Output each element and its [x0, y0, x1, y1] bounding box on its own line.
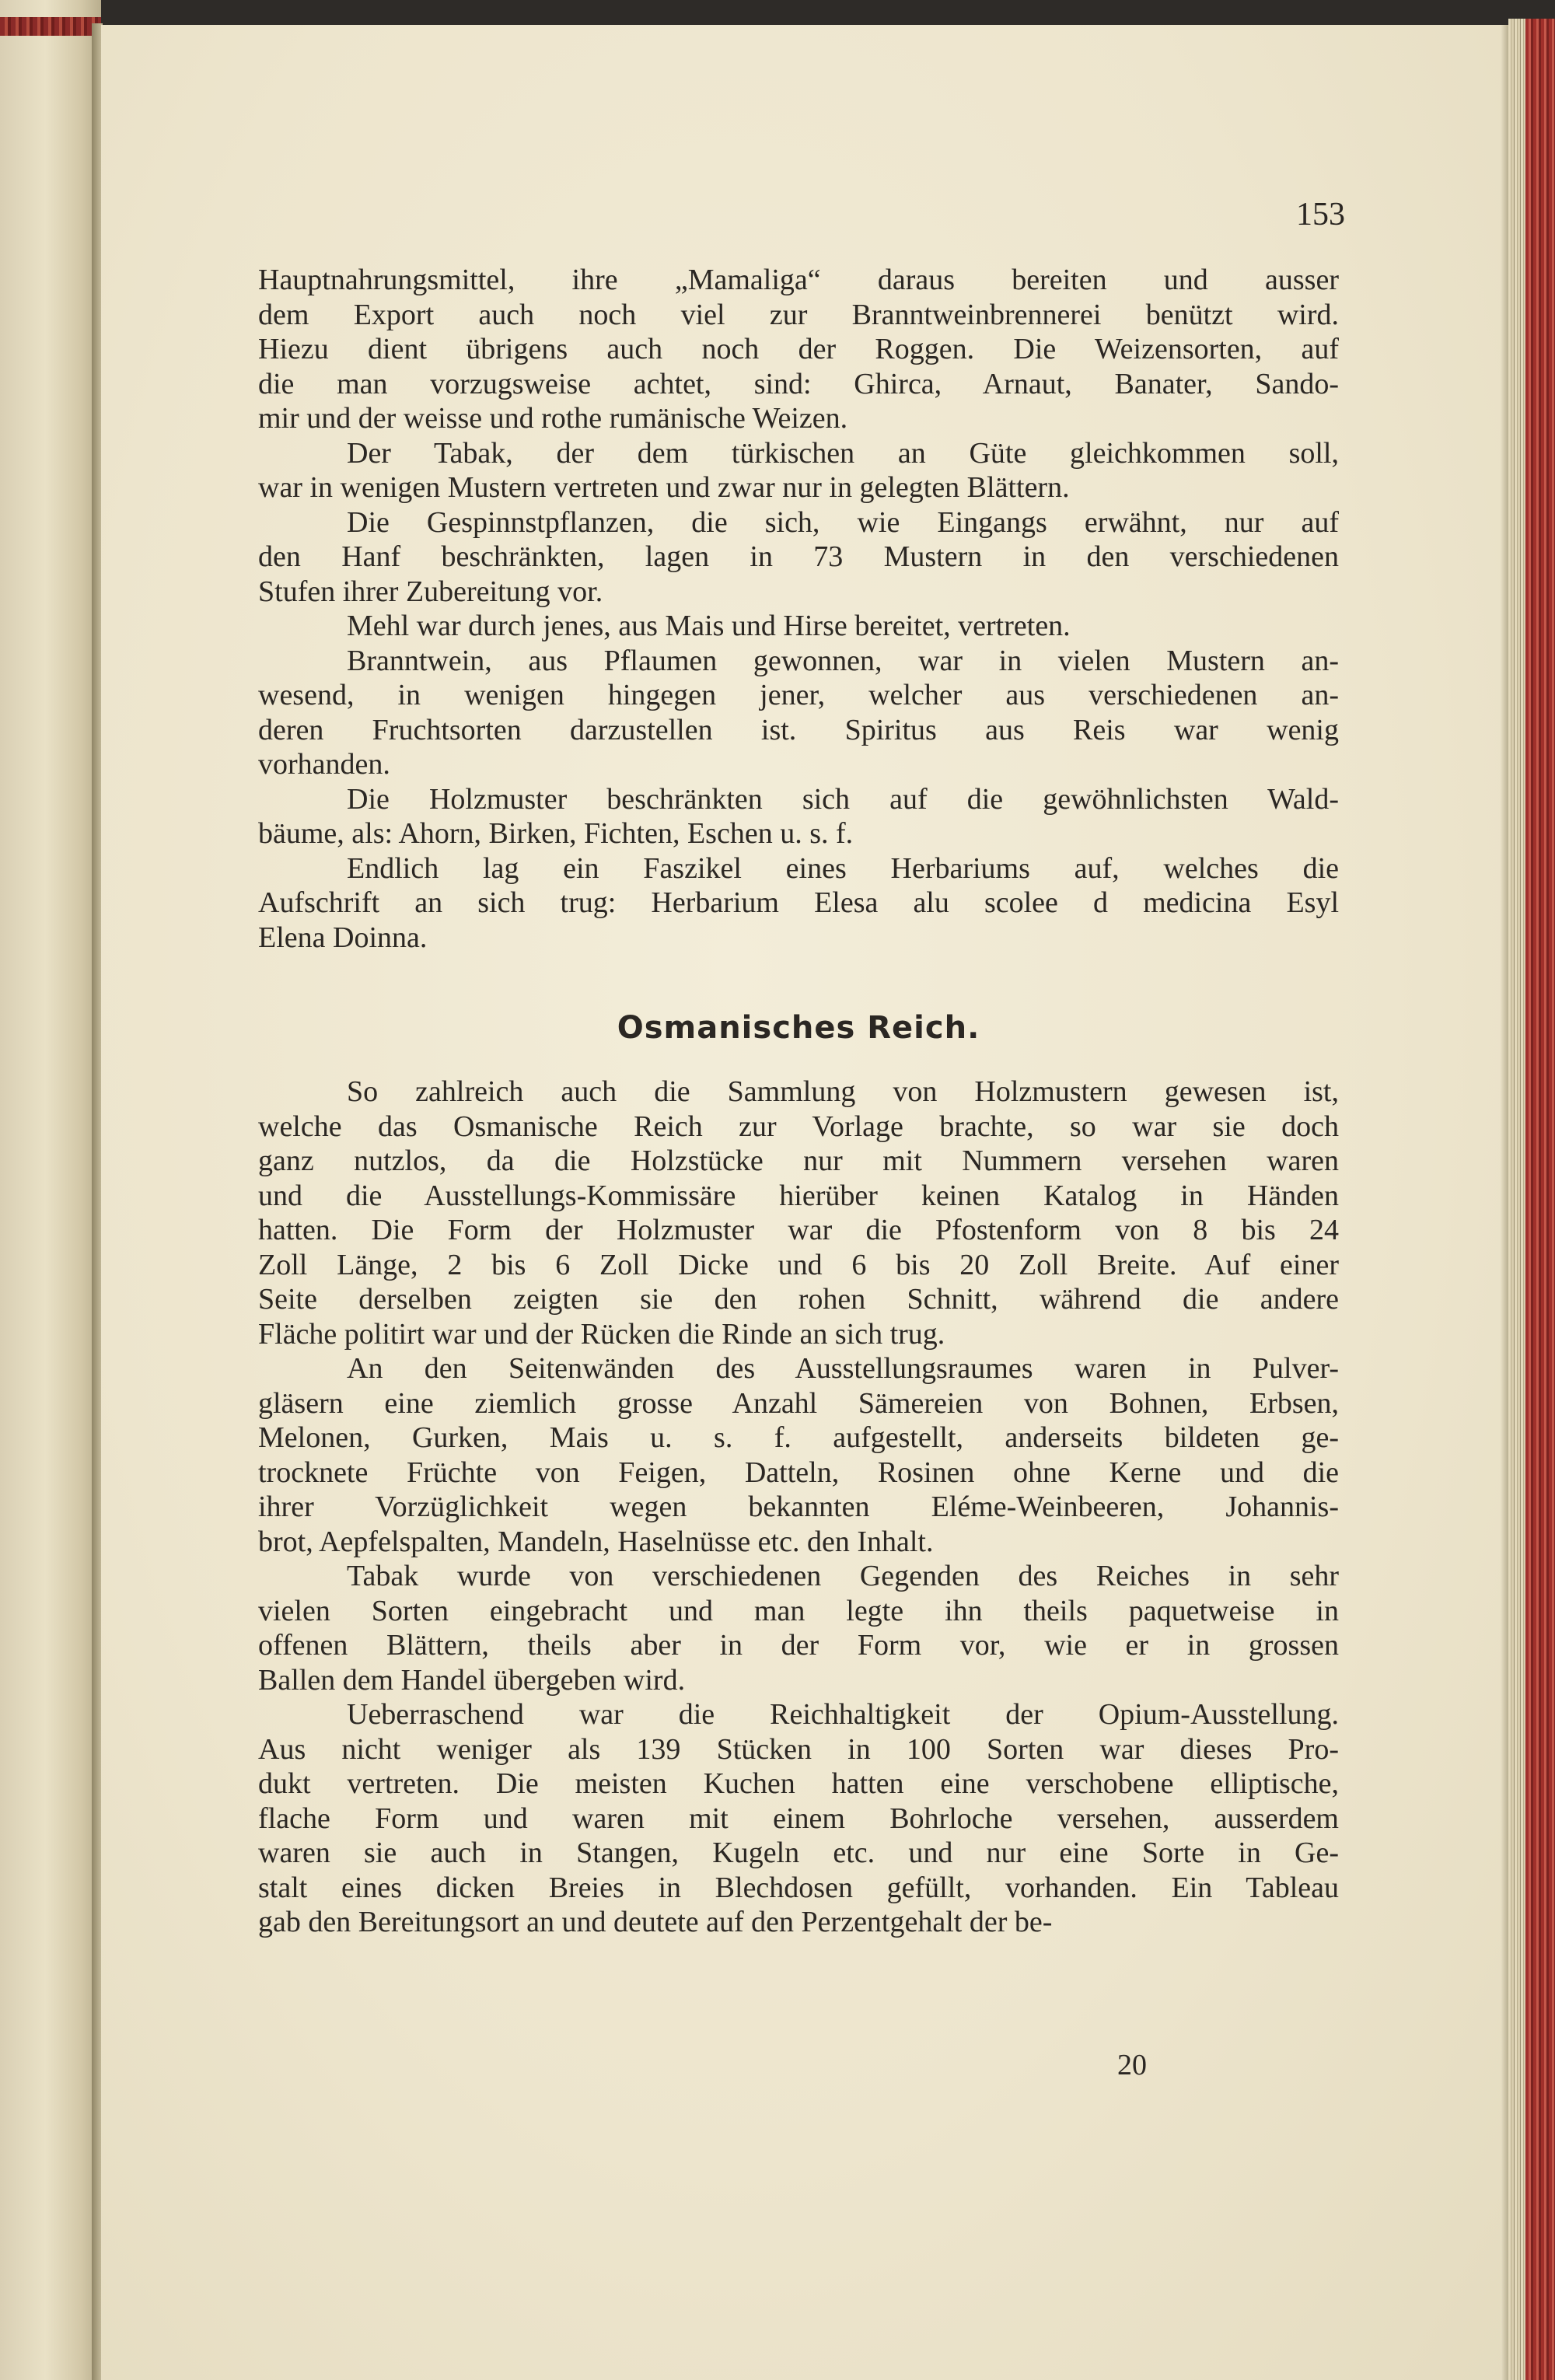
paragraph [258, 436, 1339, 505]
signature-mark: 20 [1117, 2049, 1147, 2081]
text-line: ganz nutzlos, da die Holzstücke nur mit Nummern versehen waren [258, 1145, 1339, 1177]
text-line: Der Tabak, der dem türkischen an Güte gleichkommen soll, [347, 436, 1339, 470]
text-line: hatten. Die Form der Holzmuster war die Pfostenform von 8 bis 24 [258, 1214, 1339, 1246]
paragraph [258, 1351, 1339, 1559]
text-line: Mehl war durch jenes, aus Mais und Hirse bereitet, vertreten. [347, 610, 1071, 642]
text-line: stalt eines dicken Breies in Blechdosen gefüllt, vorhanden. Ein Tableau [258, 1871, 1339, 1904]
text-line: Zoll Länge, 2 bis 6 Zoll Dicke und 6 bis 20 Zoll Breite. Auf einer [258, 1248, 1339, 1281]
text-line: vorhanden. [258, 748, 390, 781]
section-heading: Osmanisches Reich. [617, 1010, 980, 1046]
text-line: gab den Bereitungsort an und deutete auf den Perzentgehalt der be- [258, 1906, 1053, 1938]
text-line: Endlich lag ein Faszikel eines Herbariums auf, welches die [347, 851, 1339, 885]
text-line: waren sie auch in Stangen, Kugeln etc. und nur eine Sorte in Ge- [258, 1837, 1339, 1869]
text-line: dem Export auch noch viel zur Branntweinbrennerei benützt wird. [258, 298, 1339, 331]
text-line: Die Gespinnstpflanzen, die sich, wie Eingangs erwähnt, nur auf [347, 505, 1339, 539]
paragraph [258, 1697, 1339, 1940]
text-line: vielen Sorten eingebracht und man legte ihn theils paquetweise in [258, 1594, 1339, 1627]
text-line: welche das Osmanische Reich zur Vorlage brachte, so war sie doch [258, 1110, 1339, 1143]
text-line: deren Fruchtsorten darzustellen ist. Spiritus aus Reis war wenig [258, 713, 1339, 746]
text-line: gläsern eine ziemlich grosse Anzahl Sämereien von Bohnen, Erbsen, [258, 1386, 1339, 1420]
body-text [258, 263, 1339, 1940]
paragraph [258, 263, 1339, 436]
text-line: und die Ausstellungs-Kommissäre hierüber keinen Katalog in Händen [258, 1179, 1339, 1212]
text-line: Aus nicht weniger als 139 Stücken in 100 Sorten war dieses Pro- [258, 1732, 1339, 1766]
text-line: Branntwein, aus Pflaumen gewonnen, war in vielen Mustern an- [347, 644, 1339, 677]
binding-edge-marbling [0, 17, 101, 36]
text-line: trocknete Früchte von Feigen, Datteln, Rosinen ohne Kerne und die [258, 1456, 1339, 1489]
paragraph [258, 1075, 1339, 1351]
text-line: ihrer Vorzüglichkeit wegen bekannten Eléme-Weinbeeren, Johannis- [258, 1491, 1339, 1523]
text-line: Tabak wurde von verschiedenen Gegenden des Reiches in sehr [347, 1560, 1339, 1592]
text-line: offenen Blättern, theils aber in der Form vor, wie er in grossen [258, 1629, 1339, 1662]
paragraph [258, 782, 1339, 851]
text-line: brot, Aepfelspalten, Mandeln, Haselnüsse etc. den Inhalt. [258, 1525, 934, 1558]
text-line: Fläche politirt war und der Rücken die Rinde an sich trug. [258, 1317, 945, 1351]
previous-page-edge [0, 0, 101, 2380]
text-line: bäume, als: Ahorn, Birken, Fichten, Eschen u. s. f. [258, 817, 854, 850]
text-line: mir und der weisse und rothe rumänische Weizen. [258, 402, 848, 435]
text-line: flache Form und waren mit einem Bohrloche versehen, ausserdem [258, 1802, 1339, 1835]
text-line: Ballen dem Handel übergeben wird. [258, 1663, 686, 1697]
text-line: war in wenigen Mustern vertreten und zwar nur in gelegten Blättern. [258, 471, 1070, 504]
text-line: Melonen, Gurken, Mais u. s. f. aufgestellt, anderseits bildeten ge- [258, 1421, 1339, 1454]
page-number: 153 [1296, 197, 1345, 232]
text-line: Aufschrift an sich trug: Herbarium Elesa alu scolee d medicina Esyl [258, 886, 1339, 919]
text-line: Hiezu dient übrigens auch noch der Roggen. Die Weizensorten, auf [258, 333, 1339, 365]
text-line: die man vorzugsweise achtet, sind: Ghirca, Arnaut, Banater, Sando- [258, 367, 1339, 400]
text-line: den Hanf beschränkten, lagen in 73 Mustern in den verschiedenen [258, 540, 1339, 573]
paragraph [258, 505, 1339, 610]
section-after [258, 1075, 1339, 1940]
paragraph [258, 609, 1339, 644]
text-line: So zahlreich auch die Sammlung von Holzmustern gewesen ist, [347, 1075, 1339, 1108]
text-line: Elena Doinna. [258, 921, 428, 954]
text-line: Hauptnahrungsmittel, ihre „Mamaliga“ daraus bereiten und ausser [258, 264, 1339, 296]
paragraph [258, 1559, 1339, 1697]
red-edge-marbling [1525, 19, 1555, 2380]
section-before [258, 263, 1339, 955]
text-line: Seite derselben zeigten sie den rohen Schnitt, während die andere [258, 1283, 1339, 1316]
paragraph [258, 644, 1339, 782]
text-line: An den Seitenwänden des Ausstellungsraumes waren in Pulver- [347, 1352, 1339, 1385]
text-line: Stufen ihrer Zubereitung vor. [258, 575, 603, 608]
text-line: Ueberraschend war die Reichhaltigkeit der Opium-Ausstellung. [347, 1698, 1339, 1731]
text-line: dukt vertreten. Die meisten Kuchen hatten eine verschobene elliptische, [258, 1767, 1339, 1800]
paragraph [258, 851, 1339, 956]
text-line: Die Holzmuster beschränkten sich auf die gewöhnlichsten Wald- [347, 782, 1339, 816]
text-line: wesend, in wenigen hingegen jener, welcher aus verschiedenen an- [258, 679, 1339, 711]
